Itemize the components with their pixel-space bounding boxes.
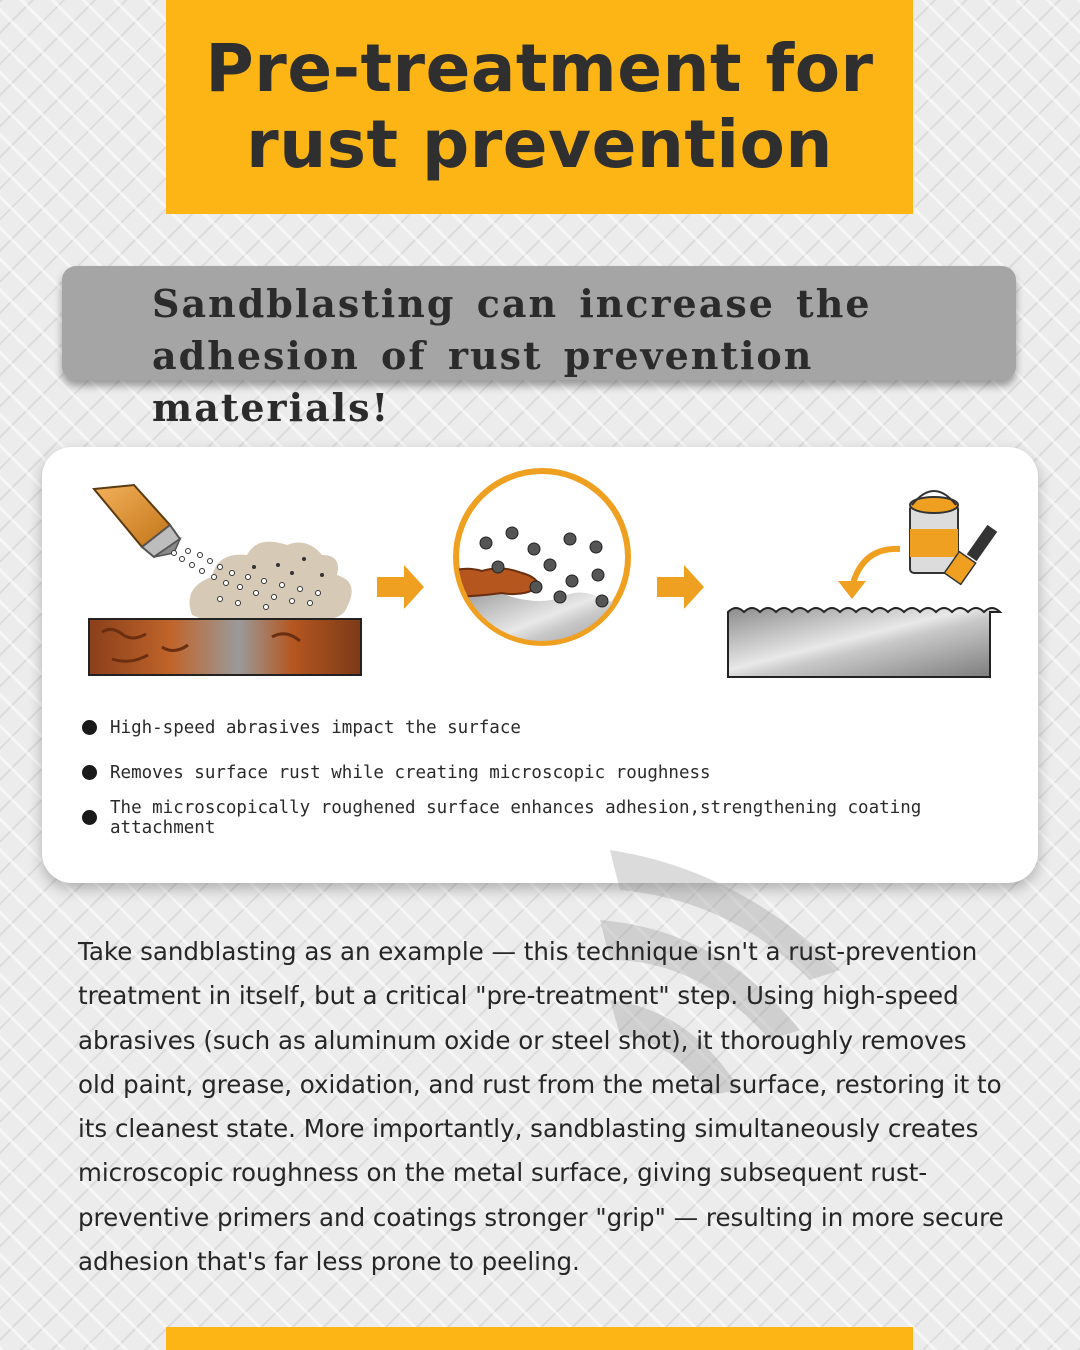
body-paragraph: Take sandblasting as an example — this technique isn't a rust-prevention treatment in itself, but a critical "pre-treatment" step. Using high-speed abrasives (such as aluminum oxide or steel shot), it thoroughly removes old paint, grease, oxidation, and rust from the metal surface, restoring it to its cleanest state. More importantly, sandblasting simultaneously creates microscopic roughness on the metal surface, giving subsequent rust-preventive primers and coatings stronger "grip" — resulting in more secure adhesion that's far less prone to peeling. [78,937,1004,1277]
subtitle-line-1: Sandblasting can increase the [152,281,872,326]
arrow-right-icon [377,565,424,609]
page-title-line-2: rust prevention [246,106,833,183]
subtitle-line-2: adhesion of rust prevention materials! [152,333,814,430]
subtitle-text [152,278,1002,434]
title-banner [166,0,913,214]
arrow-right-icon [657,565,704,609]
bottom-accent-bar [166,1327,913,1350]
bullet-item [82,750,1032,795]
bullet-list [82,705,1032,840]
bullet-text: The microscopically roughened surface enhances adhesion,strengthening coating attachment [110,797,922,838]
bullet-text: Removes surface rust while creating microscopic roughness [110,762,711,783]
bullet-dot-icon [82,810,97,825]
paint-can-brush-icon [728,491,1000,677]
bullet-dot-icon [82,765,97,780]
bullet-item [82,705,1032,750]
bullet-item [82,795,1032,840]
magnified-surface-icon [442,471,642,667]
bullet-dot-icon [82,720,97,735]
process-illustration [42,447,1038,697]
sandblast-nozzle-icon [89,485,361,675]
bullet-text: High-speed abrasives impact the surface [110,717,521,738]
process-card [42,447,1038,883]
page-title-line-1: Pre-treatment for [205,30,874,107]
subtitle-banner [62,266,1016,430]
